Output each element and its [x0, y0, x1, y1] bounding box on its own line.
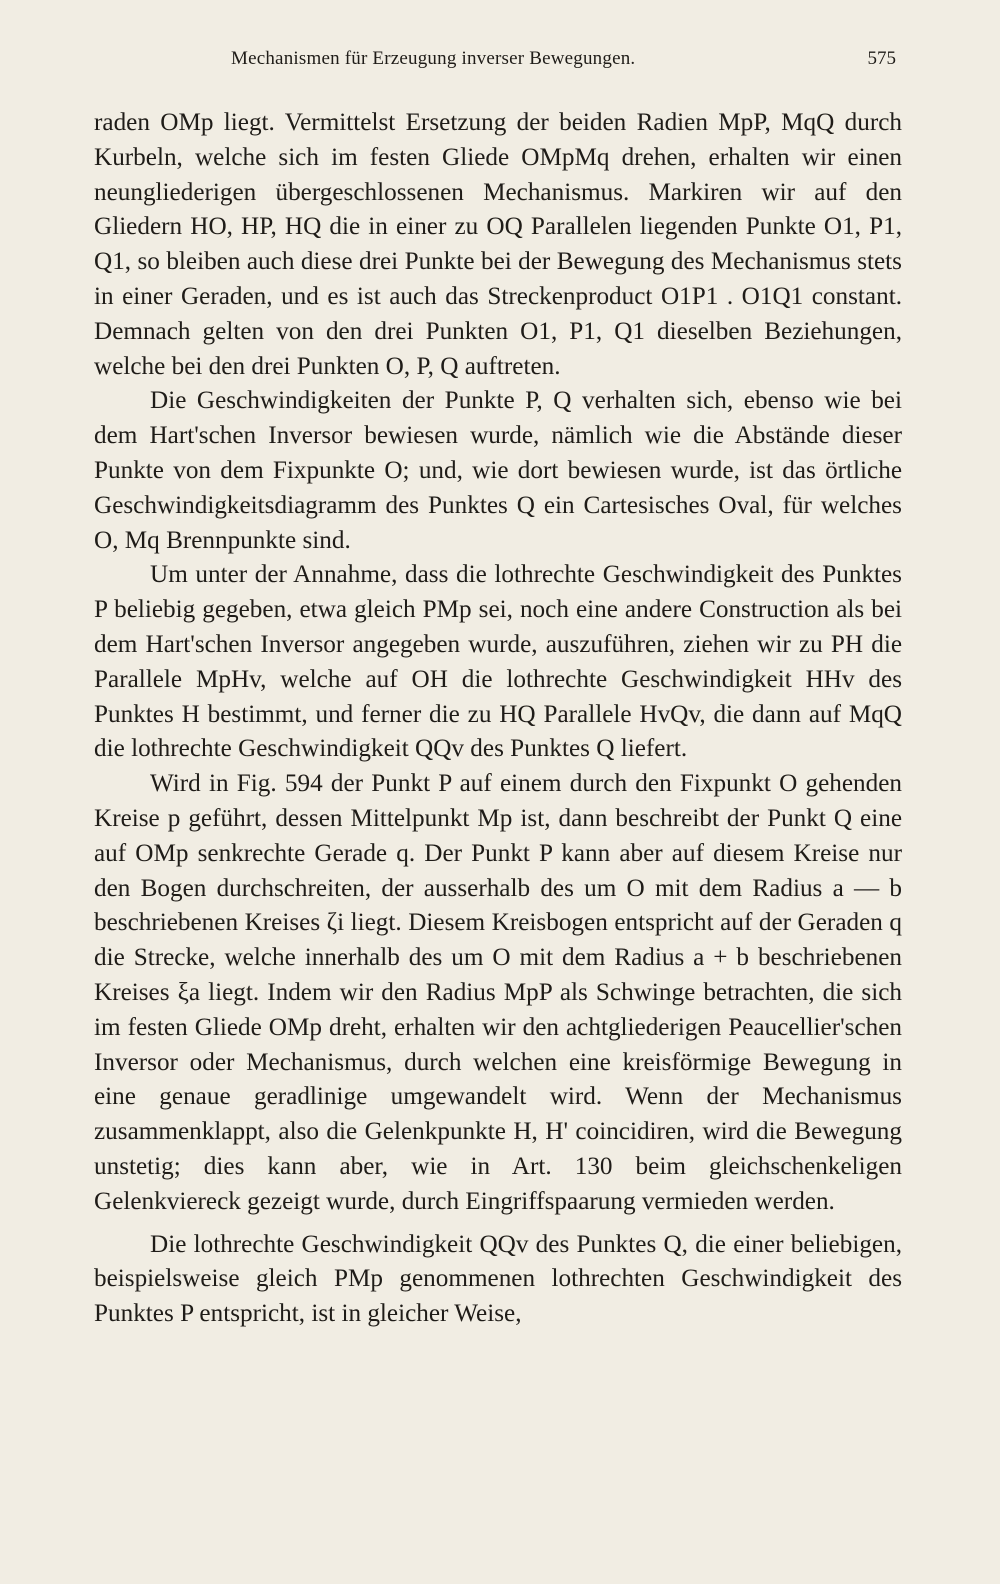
- paragraph: raden OMp liegt. Vermittelst Ersetzung der beiden Radien MpP, MqQ durch Kurbeln, welche sich im festen Gliede OMpMq drehen, erhalten wir einen neungliederigen übergeschlossenen Mechanismus. Markiren wir auf den Gliedern HO, HP, HQ die in einer zu OQ Parallelen liegenden Punkte O1, P1, Q1, so bleiben auch diese drei Punkte bei der Bewegung des Mechanismus stets in einer Geraden, und es ist auch das Streckenproduct O1P1 . O1Q1 constant. Demnach gelten von den drei Punkten O1, P1, Q1 dieselben Beziehungen, welche bei den drei Punkten O, P, Q auftreten.: [94, 109, 902, 380]
- paragraph: Um unter der Annahme, dass die lothrechte Geschwindigkeit des Punktes P beliebig gegeben, etwa gleich PMp sei, noch eine andere Construction als bei dem Hart'schen Inversor angegeben wurde, auszuführen, ziehen wir zu PH die Parallele MpHv, welche auf OH die lothrechte Geschwindigkeit HHv des Punktes H bestimmt, und ferner die zu HQ Parallele HvQv, die dann auf MqQ die lothrechte Geschwindigkeit QQv des Punktes Q liefert.: [94, 561, 902, 763]
- page-number: 575: [867, 48, 896, 69]
- paragraph: Wird in Fig. 594 der Punkt P auf einem durch den Fixpunkt O gehenden Kreise p geführt, dessen Mittelpunkt Mp ist, dann beschreibt der Punkt Q eine auf OMp senkrechte Gerade q. Der Punkt P kann aber auf diesem Kreise nur den Bogen durchschreiten, der ausserhalb des um O mit dem Radius a — b beschriebenen Kreises ζi liegt. Diesem Kreisbogen entspricht auf der Geraden q die Strecke, welche innerhalb des um O mit dem Radius a + b beschriebenen Kreises ξa liegt. Indem wir den Radius MpP als Schwinge betrachten, die sich im festen Gliede OMp dreht, erhalten wir den achtgliederigen Peaucellier'schen Inversor oder Mechanismus, durch welchen eine kreisförmige Bewegung in eine genaue geradlinige umgewandelt wird. Wenn der Mechanismus zusammenklappt, also die Gelenkpunkte H, H' coincidiren, wird die Bewegung unstetig; dies kann aber, wie in Art. 130 beim gleichschenkeligen Gelenkviereck gezeigt wurde, durch Eingriffspaarung vermieden werden.: [94, 770, 902, 1215]
- body-text: [94, 106, 902, 1332]
- paragraph: Die Geschwindigkeiten der Punkte P, Q verhalten sich, ebenso wie bei dem Hart'schen Inversor bewiesen wurde, nämlich wie die Abstände dieser Punkte von dem Fixpunkte O; und, wie dort bewiesen wurde, ist das örtliche Geschwindigkeitsdiagramm des Punktes Q ein Cartesisches Oval, für welches O, Mq Brennpunkte sind.: [94, 387, 902, 554]
- running-head: Mechanismen für Erzeugung inverser Bewegungen.: [231, 48, 636, 69]
- page-header: [94, 46, 902, 76]
- paragraph: Die lothrechte Geschwindigkeit QQv des Punktes Q, die einer beliebigen, beispielsweise gleich PMp genommenen lothrechten Geschwindigkeit des Punktes P entspricht, ist in gleicher Weise,: [94, 1230, 902, 1328]
